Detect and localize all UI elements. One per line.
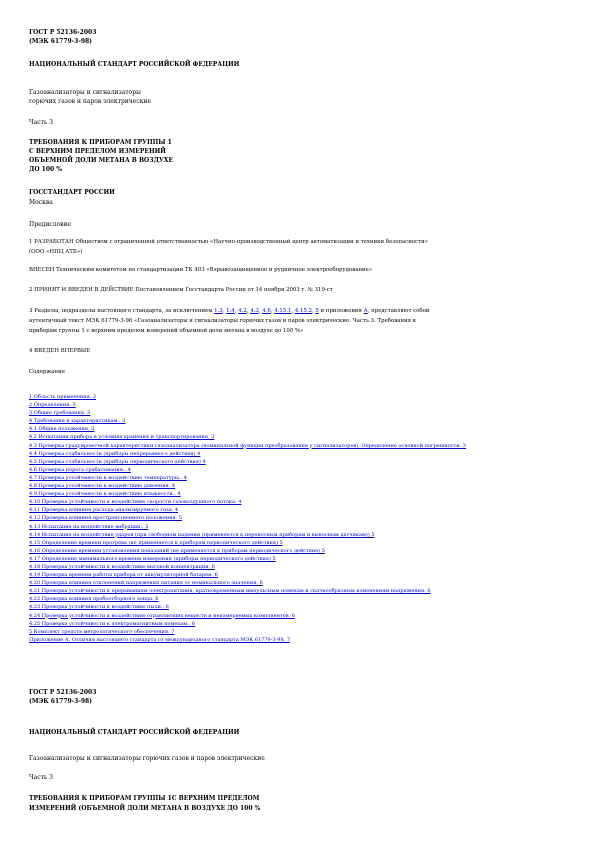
- toc-link[interactable]: 4.15 Определение времени прогрева (не применяется к приборам периодического действия) 5: [29, 539, 283, 546]
- toc-link[interactable]: 4.7 Проверка устойчивости к воздействию температуры.. 4: [29, 474, 187, 481]
- preface-item-1: 1 РАЗРАБОТАН Обществом с ограниченной ответственностью «Научно-производственный центр автоматизации и техники безопасности»: [29, 239, 428, 245]
- toc-link[interactable]: 4.3 Проверка градуировочной характеристики газоанализатора (номинальной функции преобразования у сигнализаторов). Определение основной погрешности. 3: [29, 442, 466, 449]
- preface-item-3-text: 3 Разделы, подразделы настоящего стандарта, за исключением: [29, 308, 215, 314]
- doc-title-line1: Газоанализаторы и сигнализаторы: [29, 89, 141, 96]
- preface-heading: Предисловие: [29, 221, 72, 228]
- toc-link[interactable]: 4.10 Проверка устойчивости к воздействию скорости газовоздушного потока. 4: [29, 499, 242, 506]
- repeat-doc-title: Газоанализаторы и сигнализаторы горючих газов и паров электрические: [29, 755, 265, 762]
- toc-link[interactable]: 4.17 Определение минимального времени измерения (приборы периодического действия) 5: [29, 555, 276, 562]
- preface-item-2: 2 ПРИНЯТ И ВВЕДЕН В ДЕЙСТВИЕ Постановлением Госстандарта России от 14 ноября 2003 г. № 319-ст: [29, 287, 333, 293]
- doc-part: Часть 3: [29, 119, 53, 126]
- preface-item-1-submitted: ВНЕСЕН Техническим комитетом по стандартизации ТК 403 «Взрывозащищенное и рудничное электрооборудование»: [29, 267, 373, 273]
- toc-link[interactable]: 4.2 Испытания прибора в условиях хранения и транспортирования. 3: [29, 434, 215, 441]
- repeat-doc-part: Часть 3: [29, 774, 53, 781]
- toc-link[interactable]: 4.1 Общие положения. 3: [29, 426, 95, 433]
- toc-link[interactable]: 4.6 Проверка порога срабатывания.. 4: [29, 466, 131, 473]
- requirements-line2: С ВЕРХНИМ ПРЕДЕЛОМ ИЗМЕРЕНИЙ: [29, 148, 166, 155]
- table-of-contents: [29, 393, 574, 644]
- clause-link-5[interactable]: 5: [315, 308, 319, 314]
- preface-item-1-org: (ООО «НПЦ АТБ»): [29, 249, 83, 255]
- publisher: ГОССТАНДАРТ РОССИИ: [29, 189, 115, 196]
- clause-link-4-15-1[interactable]: 4.15.1: [274, 308, 292, 314]
- doc-mek: (МЭК 61779-3-98): [29, 38, 93, 45]
- toc-link[interactable]: 4 Требования к характеристикам.. 3: [29, 418, 126, 425]
- requirements-line1: ТРЕБОВАНИЯ К ПРИБОРАМ ГРУППЫ 1: [29, 139, 172, 146]
- publisher-city: Москва: [29, 199, 53, 206]
- repeat-doc-code: ГОСТ Р 52136-2003: [29, 689, 97, 696]
- toc-link[interactable]: 4.11 Проверка влияния расхода анализируемого газа. 4: [29, 507, 179, 514]
- requirements-line4: ДО 100 %: [29, 166, 62, 173]
- doc-title-line2: горючих газов и паров электрические: [29, 98, 151, 105]
- toc-link[interactable]: 4.23 Проверка устойчивости к воздействию пыли.. 6: [29, 604, 169, 611]
- toc-link[interactable]: 4.13 Испытание на воздействие вибрации.. 5: [29, 523, 149, 530]
- toc-link[interactable]: 2 Определения. 3: [29, 402, 76, 409]
- toc-heading: Содержание: [29, 369, 65, 375]
- toc-link[interactable]: 4.9 Проверка устойчивости к воздействию влажности.. 4: [29, 491, 181, 498]
- appendix-link-a[interactable]: А: [363, 308, 368, 314]
- toc-link[interactable]: 4.19 Проверка времени работы прибора от аккумуляторной батареи. 6: [29, 572, 218, 579]
- clause-link-1-4[interactable]: 1.4: [226, 308, 235, 314]
- toc-link[interactable]: 4.20 Проверка влияния отклонений напряжения питания от номинального значения. 6: [29, 580, 263, 587]
- preface-item-3-after: , представляют собой: [367, 308, 430, 314]
- preface-item-3-line3: приборам группы 1 с верхним пределом измерений объемной доли метана в воздухе до 100 %»: [29, 328, 304, 334]
- national-standard-heading: НАЦИОНАЛЬНЫЙ СТАНДАРТ РОССИЙСКОЙ ФЕДЕРАЦИИ: [29, 61, 240, 68]
- toc-link[interactable]: 1 Область применения. 2: [29, 394, 97, 400]
- clause-link-1-3[interactable]: 1.3: [214, 308, 223, 314]
- preface-item-3: 3 Разделы, подразделы настоящего стандарта, за исключением 1.3, 1.4, 4.2, 4.3, 4.6, 4.15.1, 4.15.2, 5 и приложения А, представляют собой: [29, 308, 430, 314]
- toc-link[interactable]: 5 Комплект средств метрологического обеспечения. 7: [29, 628, 175, 635]
- toc-link[interactable]: 4.14 Испытание на воздействие ударов (при свободном падении (применяется к переносным приборам и выносным датчикам)) 5: [29, 531, 375, 538]
- toc-link[interactable]: 4.8 Проверка устойчивости к воздействию давления. 4: [29, 483, 176, 490]
- toc-link[interactable]: Приложение А. Отличия настоящего стандарта от международного стандарта МЭК 61779-3-98. 7: [29, 636, 290, 643]
- toc-link[interactable]: 4.21 Проверка устойчивости к прерываниям электропитания, кратковременным импульсным помехам и скачкообразным изменениям напряжения. 6: [29, 588, 431, 595]
- repeat-requirements-line2: ИЗМЕРЕНИЙ (ОБЪЕМНОЙ ДОЛИ МЕТАНА В ВОЗДУХЕ ДО 100 %: [29, 805, 261, 812]
- toc-link[interactable]: 4.12 Проверка влияния пространственного положения. 5: [29, 515, 182, 522]
- preface-item-4: 4 ВВЕДЕН ВПЕРВЫЕ: [29, 348, 91, 354]
- toc-link[interactable]: 4.25 Проверка устойчивости к электромагнитным помехам.. 6: [29, 620, 196, 627]
- toc-link[interactable]: 4.16 Определение времени установления показаний (не применяется к приборам периодического действия) 5: [29, 547, 325, 554]
- toc-link[interactable]: 4.4 Проверка стабильности (приборы непрерывного действия) 4: [29, 450, 201, 457]
- doc-code: ГОСТ Р 52136-2003: [29, 29, 97, 36]
- preface-item-3-line2: аутентичный текст МЭК 61779-3-98 «Газоанализаторы и сигнализаторы горючих газов и паров электрические. Часть 3. Требования к: [29, 318, 417, 324]
- preface-item-3-mid: и приложения: [318, 308, 364, 314]
- toc-link[interactable]: 4.18 Проверка устойчивости к воздействию высокой концентрации. 6: [29, 563, 215, 570]
- toc-link[interactable]: 4.24 Проверка устойчивости к воздействию отравляющих веществ и неизмеряемых компонентов. 6: [29, 612, 295, 619]
- repeat-national-standard-heading: НАЦИОНАЛЬНЫЙ СТАНДАРТ РОССИЙСКОЙ ФЕДЕРАЦИИ: [29, 729, 240, 736]
- toc-link[interactable]: 4.22 Проверка влияния пробоотборного зонда. 6: [29, 596, 159, 603]
- requirements-line3: ОБЪЕМНОЙ ДОЛИ МЕТАНА В ВОЗДУХЕ: [29, 157, 174, 164]
- clause-link-4-2[interactable]: 4.2: [238, 308, 247, 314]
- repeat-doc-mek: (МЭК 61779-3-98): [29, 698, 93, 705]
- clause-link-4-6[interactable]: 4.6: [262, 308, 271, 314]
- repeat-requirements-line1: ТРЕБОВАНИЯ К ПРИБОРАМ ГРУППЫ 1С ВЕРХНИМ ПРЕДЕЛОМ: [29, 795, 260, 802]
- clause-link-4-15-2[interactable]: 4.15.2: [294, 308, 312, 314]
- toc-link[interactable]: 4.5 Проверка стабильности (приборы периодического действия) 4: [29, 458, 206, 465]
- clause-link-4-3[interactable]: 4.3: [250, 308, 259, 314]
- toc-link[interactable]: 3 Общие требования. 3: [29, 410, 91, 417]
